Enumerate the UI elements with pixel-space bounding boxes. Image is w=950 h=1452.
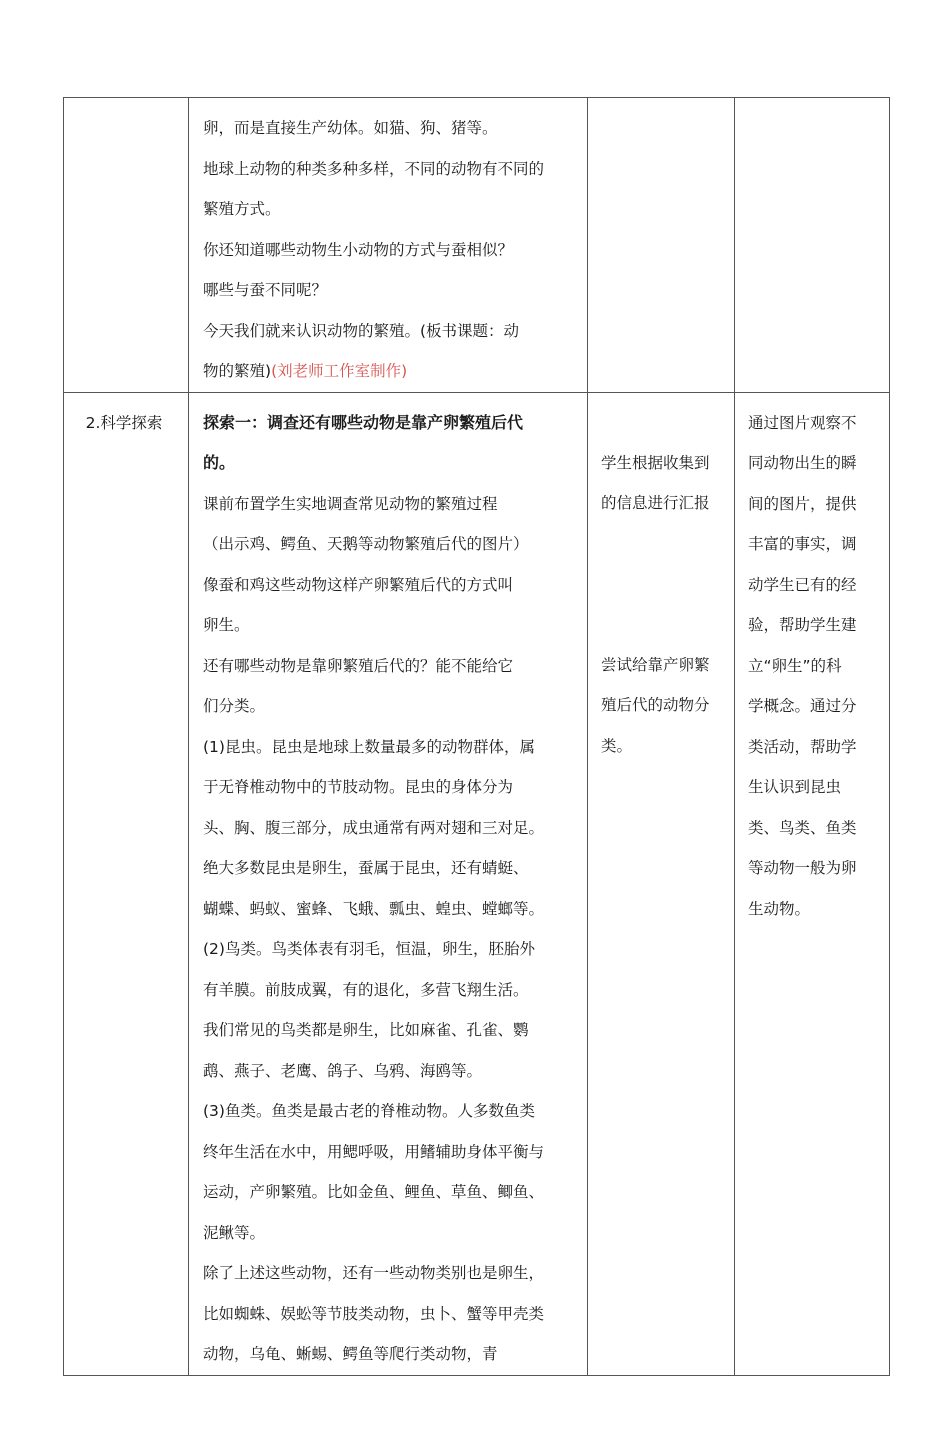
text-line: 们分类。 [203,697,266,715]
stage-cell [64,392,189,1375]
text-line: 繁殖方式。 [203,200,281,218]
text-line: 像蚕和鸡这些动物这样产卵繁殖后代的方式叫 [203,575,514,594]
text-line: 殖后代的动物分 [601,696,710,714]
text-line: 立“卵生”的科 [748,656,842,675]
text-line: 蝴蝶、蚂蚁、蜜蜂、飞蛾、瓢虫、蝗虫、螳螂等。 [203,899,545,918]
text-line: 地球上动物的种类多种多样，不同的动物有不同的 [203,159,545,178]
teacher-activity-cell [189,98,588,393]
spacer [601,524,726,645]
text-line: 你还知道哪些动物生小动物的方式与蚕相似？ [203,240,514,259]
stage-cell-empty [64,98,189,393]
text-line: (3)鱼类。鱼类是最古老的脊椎动物。人多数鱼类 [203,1102,535,1120]
text-line: 动物，乌龟、蜥蜴、鳄鱼等爬行类动物，青 [203,1345,498,1363]
text-line: 卵，而是直接生产幼体。如猫、狗、猪等。 [203,119,498,137]
text-line [203,351,579,392]
text-line: 通过图片观察不 [748,413,857,432]
text-line: 生动物。 [748,899,811,918]
text-fragment: 物的繁殖) [203,362,272,380]
table-row [64,98,890,393]
text-line: 学生根据收集到 [601,453,710,472]
watermark-text: (刘老师工作室制作) [271,362,408,380]
text-line: 学概念。通过分 [748,697,857,715]
text-line: （出示鸡、鳄鱼、天鹅等动物繁殖后代的图片） [203,535,529,553]
section-heading: 的。 [203,453,236,472]
text-line: 终年生活在水中，用鳃呼吸，用鳍辅助身体平衡与 [203,1142,545,1161]
text-line: 等动物一般为卵 [748,859,857,877]
lesson-plan-table [63,97,890,1376]
text-line: 泥鳅等。 [203,1223,266,1242]
text-line: 还有哪些动物是靠卵繁殖后代的？能不能给它 [203,656,514,675]
text-line: 哪些与蚕不同呢？ [203,281,328,299]
text-line: 我们常见的鸟类都是卵生，比如麻雀、孔雀、鹦 [203,1021,529,1039]
section-heading: 探索一：调查还有哪些动物是靠产卵繁殖后代 [203,412,524,432]
text-line: 间的图片，提供 [748,494,857,513]
text-line: 生认识到昆虫 [748,778,842,796]
text-line: 类活动，帮助学 [748,737,857,756]
text-line: 同动物出生的瞬 [748,454,857,472]
text-line: 尝试给靠产卵繁 [601,655,710,674]
text-line: 动学生已有的经 [748,575,857,594]
text-line: 今天我们就来认识动物的繁殖。(板书课题：动 [203,321,520,340]
student-activity-cell-empty [588,98,735,393]
text-line: 卵生。 [203,616,250,634]
text-line: 比如蜘蛛、娱蚣等节肢类动物，虫卜、蟹等甲壳类 [203,1304,545,1323]
text-line: 的信息进行汇报 [601,494,710,512]
text-line: 除了上述这些动物，还有一些动物类别也是卵生， [203,1264,545,1282]
text-line: 头、胸、腹三部分，成虫通常有两对翅和三对足。 [203,818,545,837]
text-line: 验，帮助学生建 [748,616,857,634]
text-line: 于无脊椎动物中的节肢动物。昆虫的身体分为 [203,778,514,796]
design-intent-cell [735,392,890,1375]
text-line: 类。 [601,736,633,755]
text-line: 类、鸟类、鱼类 [748,818,857,837]
text-line: 运动，产卵繁殖。比如金鱼、鲤鱼、草鱼、鲫鱼、 [203,1183,545,1201]
text-line: 课前布置学生实地调查常见动物的繁殖过程 [203,494,498,513]
text-line: (2)鸟类。鸟类体表有羽毛，恒温，卵生，胚胎外 [203,940,535,958]
text-line: 鹉、燕子、老鹰、鸽子、乌鸦、海鸥等。 [203,1061,483,1080]
student-activity-cell [588,392,735,1375]
text-line: (1)昆虫。昆虫是地球上数量最多的动物群体，属 [203,737,535,756]
text-line: 有羊膜。前肢成翼，有的退化，多营飞翔生活。 [203,980,529,999]
design-intent-cell-empty [735,98,890,393]
teacher-activity-cell [189,392,588,1375]
table-row [64,392,890,1375]
stage-label: 2.科学探索 [85,413,163,432]
text-line: 丰富的事实，调 [748,535,857,553]
text-line: 绝大多数昆虫是卵生，蚕属于昆虫，还有蜻蜓、 [203,859,529,877]
